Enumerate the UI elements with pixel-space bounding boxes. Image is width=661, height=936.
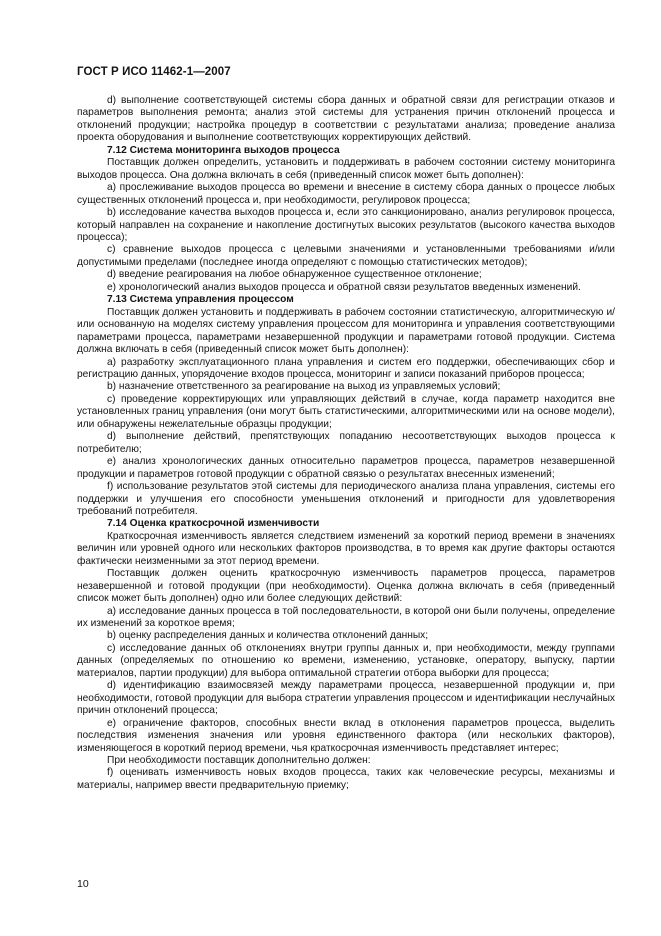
paragraph: Поставщик должен оценить краткосрочную изменчивость параметров процесса, параметров незавершенной и готовой продукции (при необходимости). Оценка должна включать в себя (приведенный список может быть дополнен) одно или более следующих действий: — [77, 568, 615, 605]
paragraph: f) оценивать изменчивость новых входов процесса, таких как человеческие ресурсы, механизмы и материалы, например ввести предварительную приемку; — [77, 767, 615, 791]
paragraph: а) разработку эксплуатационного плана управления и систем его поддержки, обеспечивающих сбор и регистрацию данных, упорядочение входов процесса, мониторинг и записи показаний приборов процесса; — [77, 356, 615, 380]
section-heading: 7.12 Система мониторинга выходов процесса — [107, 144, 340, 156]
paragraph: а) прослеживание выходов процесса во времени и внесение в систему сбора данных о процессе любых существенных отклонений процесса и, при необходимости, регулировок процесса; — [77, 182, 615, 206]
paragraph: а) исследование данных процесса в той последовательности, в которой они были получены, определение их изменений за короткое время; — [77, 605, 615, 630]
paragraph: e) хронологический анализ выходов процесса и обратной связи результатов введенных изменений. — [107, 281, 581, 293]
paragraph: f) использование результатов этой системы для периодического анализа плана управления, системы его поддержки и улучшения его способности уменьшения отклонений и пригодности для удовлетворения требований потребителя. — [77, 481, 615, 517]
paragraph: e) анализ хронологических данных относительно параметров процесса, параметров незавершенной продукции и параметров готовой продукции с обратной связью о результатах внесенных изменений; — [77, 456, 615, 480]
paragraph: c) проведение корректирующих или управляющих действий в случае, когда параметр находится вне установленных границ управления (они могут быть статистическими, алгоритмическими или на основе модели), или обнаружены нежелательные образцы продукции; — [77, 393, 615, 430]
section-heading: 7.14 Оценка краткосрочной изменчивости — [107, 518, 320, 530]
paragraph: d) выполнение действий, препятствующих попаданию несоответствующих выходов процесса к потребителю; — [77, 431, 615, 455]
paragraph: Краткосрочная изменчивость является следствием изменений за короткий период времени в значениях величин или уровней одного или нескольких факторов производства, в то время как другие факторы остаются фактически неизменными за этот период времени. — [77, 530, 615, 567]
page-number: 10 — [77, 878, 89, 890]
paragraph: d) введение реагирования на любое обнаруженное существенное отклонение; — [107, 269, 482, 281]
paragraph: c) исследование данных об отклонениях внутри группы данных и, при необходимости, между группами данных (определяемых по отношению ко времени, изменению, установке, оператору, выпуску, партии материалов, партии продукции) для выбора оптимальной стратегии отбора выборки для процесса; — [77, 642, 615, 679]
standard-header: ГОСТ Р ИСО 11462-1—2007 — [77, 66, 231, 78]
paragraph: При необходимости поставщик дополнительно должен: — [107, 755, 371, 767]
paragraph: e) ограничение факторов, способных внести вклад в отклонения параметров процесса, выделить последствия изменения значения или уровня единственного фактора (или нескольких факторов), изменяющегося в короткий период времени, чья краткосрочная изменчивость представляет интерес; — [77, 717, 615, 754]
paragraph: b) исследование качества выходов процесса и, если это санкционировано, анализ регулировок процесса, который направлен на сохранение и накопление достигнутых высоких результатов (высокого качества выходов процесса); — [77, 207, 615, 243]
paragraph: b) назначение ответственного за реагирование на выход из управляемых условий; — [107, 381, 501, 393]
paragraph: b) оценку распределения данных и количества отклонений данных; — [107, 630, 429, 642]
paragraph: c) сравнение выходов процесса с целевыми значениями и установленными требованиями и/или допустимыми пределами (последнее иногда определяют с помощью статистических методов); — [77, 244, 615, 268]
paragraph: Поставщик должен определить, установить и поддерживать в рабочем состоянии систему мониторинга выходов процесса. Она должна включать в себя (приведенный список может быть дополнен): — [77, 157, 615, 181]
paragraph: d) выполнение соответствующей системы сбора данных и обратной связи для регистрации отказов и параметров выполнения ремонта; анализ этой системы для устранения причин отклонений процесса и отклонений продукции; настройка процедур в соответствии с результатами анализа; проведение анализа проекта оборудования и выполнение соответствующих корректирующих действий. — [77, 95, 615, 144]
section-heading: 7.13 Система управления процессом — [107, 294, 294, 306]
body-text — [77, 95, 615, 792]
paragraph: Поставщик должен установить и поддерживать в рабочем состоянии статистическую, алгоритмическую и/или основанную на моделях систему управления процессом для мониторинга и управления соответствующими параметрами процесса, параметрами незавершенной продукции и параметрами готовой продукции. Система должна включать в себя (приведенный список может быть дополнен): — [77, 306, 615, 356]
paragraph: d) идентификацию взаимосвязей между параметрами процесса, незавершенной продукции и, при необходимости, готовой продукции для выбора стратегии управления процессом и идентификации неслучайных причин отклонений процесса; — [77, 680, 615, 717]
